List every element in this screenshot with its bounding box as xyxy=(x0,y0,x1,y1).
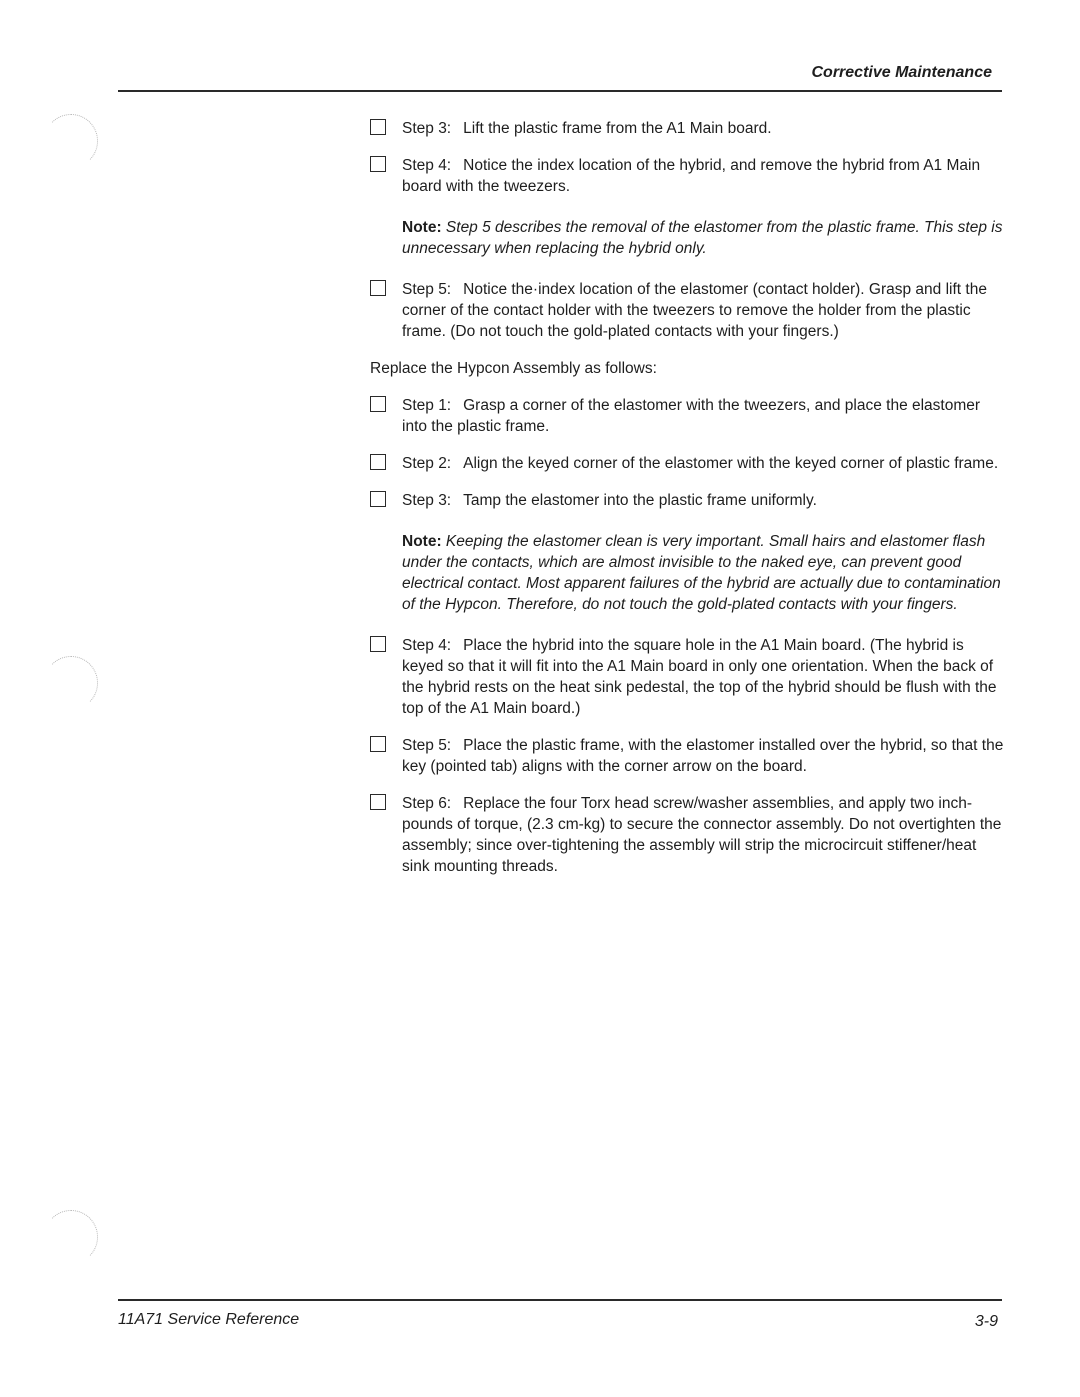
step-text: Lift the plastic frame from the A1 Main board. xyxy=(463,120,772,137)
step-item xyxy=(370,395,1005,437)
binder-hole-mark xyxy=(44,114,98,168)
step-label: Step 4: xyxy=(402,157,452,174)
page-number: 3-9 xyxy=(974,1313,998,1330)
step-text: Place the plastic frame, with the elastomer installed over the hybrid, so that the key (pointed tab) aligns with the corner arrow on the board. xyxy=(402,737,1004,775)
note-block xyxy=(370,531,1005,615)
step-item xyxy=(370,453,1005,474)
step-text: Replace the four Torx head screw/washer assemblies, and apply two inch-pounds of torque, (2.3 cm-kg) to secure the connector assembly. Do not overtighten the assembly; since over-tightening the assembly will strip the microcircuit stiffener/heat sink mounting threads. xyxy=(402,795,1002,875)
step-item xyxy=(370,118,1005,139)
step-item xyxy=(370,793,1005,877)
page-footer xyxy=(118,1299,1002,1341)
step-label: Step 5: xyxy=(402,737,452,754)
step-text: Grasp a corner of the elastomer with the tweezers, and place the elastomer into the plastic frame. xyxy=(402,397,981,435)
page-header xyxy=(118,62,1002,92)
step-checkbox[interactable] xyxy=(370,280,386,296)
step-checkbox[interactable] xyxy=(370,491,386,507)
section-title: Corrective Maintenance xyxy=(811,64,992,81)
step-text: Place the hybrid into the square hole in the A1 Main board. (The hybrid is keyed so that it will fit into the A1 Main board in only one orientation. When the back of the hybrid rests on the heat sink pedestal, the top of the hybrid should be flush with the top of the A1 Main board.) xyxy=(402,637,997,717)
step-checkbox[interactable] xyxy=(370,454,386,470)
step-label: Step 1: xyxy=(402,397,452,414)
step-checkbox[interactable] xyxy=(370,156,386,172)
step-label: Step 3: xyxy=(402,120,452,137)
step-checkbox[interactable] xyxy=(370,736,386,752)
note-label: Note: xyxy=(402,533,442,550)
step-item xyxy=(370,735,1005,777)
step-label: Step 5: xyxy=(402,281,452,298)
note-block xyxy=(370,217,1005,259)
step-label: Step 6: xyxy=(402,795,452,812)
binder-hole-mark xyxy=(44,656,98,710)
step-item xyxy=(370,279,1005,342)
step-checkbox[interactable] xyxy=(370,636,386,652)
note-label: Note: xyxy=(402,219,442,236)
step-label: Step 4: xyxy=(402,637,452,654)
step-item xyxy=(370,635,1005,719)
document-title: 11A71 Service Reference xyxy=(118,1311,300,1328)
step-text: Notice the·index location of the elastomer (contact holder). Grasp and lift the corner of the contact holder with the tweezers to remove the holder from the plastic frame. (Do not touch the gold-plated contacts with your fingers.) xyxy=(402,281,987,340)
step-checkbox[interactable] xyxy=(370,794,386,810)
step-label: Step 2: xyxy=(402,455,452,472)
step-item xyxy=(370,490,1005,511)
binder-hole-mark xyxy=(44,1210,98,1264)
step-item xyxy=(370,155,1005,197)
note-text: Keeping the elastomer clean is very important. Small hairs and elastomer flash under the contacts, which are almost invisible to the naked eye, can prevent good electrical contact. Most apparent failures of the hybrid are actually due to contamination of the Hypcon. Therefore, do not touch the gold-plated contacts with your fingers. xyxy=(402,533,1001,613)
step-label: Step 3: xyxy=(402,492,452,509)
note-text: Step 5 describes the removal of the elastomer from the plastic frame. This step is unnecessary when replacing the hybrid only. xyxy=(402,219,1003,257)
step-checkbox[interactable] xyxy=(370,119,386,135)
replace-intro: Replace the Hypcon Assembly as follows: xyxy=(370,360,657,377)
step-checkbox[interactable] xyxy=(370,396,386,412)
step-text: Notice the index location of the hybrid, and remove the hybrid from A1 Main board with the tweezers. xyxy=(402,157,981,195)
step-text: Align the keyed corner of the elastomer with the keyed corner of plastic frame. xyxy=(463,455,999,472)
procedure-content xyxy=(370,118,1005,893)
step-text: Tamp the elastomer into the plastic frame uniformly. xyxy=(463,492,817,509)
